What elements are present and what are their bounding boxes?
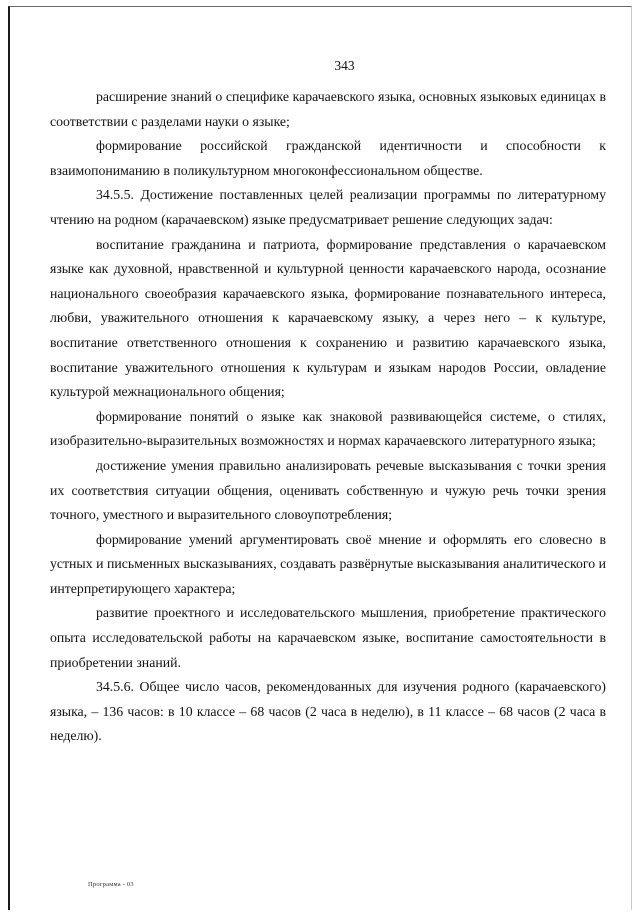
document-body — [50, 85, 606, 749]
paragraph-4: воспитание гражданина и патриота, формирование представления о карачаевском языке как духовной, нравственной и культурной ценности карачаевского народа, осознание национального своеобразия карачаевского языка, формирование познавательного интереса, любви, уважительного отношения к карачаевскому языку, а через него – к культуре, воспитание ответственного отношения к сохранению и развитию карачаевского языка, воспитание уважительного отношения к культурам и языкам народов России, овладение культурой межнационального общения; — [50, 236, 606, 400]
paragraph-9: 34.5.6. Общее число часов, рекомендованных для изучения родного (карачаевского) языка, – 136 часов: в 10 классе – 68 часов (2 часа в неделю), в 11 классе – 68 часов (2 часа в неделю). — [50, 679, 606, 744]
page-number: 343 — [334, 58, 355, 73]
paragraph-6: достижение умения правильно анализировать речевые высказывания с точки зрения их соответствия ситуации общения, оценивать собственную и чужую речь точки зрения точного, уместного и выразительного словоупотребления; — [50, 457, 606, 523]
paragraph-1: расширение знаний о специфике карачаевского языка, основных языковых единицах в соответствии с разделами науки о языке; — [50, 89, 606, 129]
footer-label: Программа - 03 — [88, 881, 134, 888]
paragraph-8: развитие проектного и исследовательского мышления, приобретение практического опыта исследовательской работы на карачаевском языке, воспитание самостоятельности в приобретении знаний. — [50, 605, 606, 670]
document-page — [8, 6, 632, 910]
paragraph-5: формирование понятий о языке как знаковой развивающейся системе, о стилях, изобразительно-выразительных возможностях и нормах карачаевского литературного языка; — [50, 408, 606, 449]
paragraph-3: 34.5.5. Достижение поставленных целей реализации программы по литературному чтению на родном (карачаевском) языке предусматривает решение следующих задач: — [50, 187, 606, 227]
paragraph-7: формирование умений аргументировать своё мнение и оформлять его словесно в устных и письменных высказываниях, создавать развёрнутые высказывания аналитического и интерпретирующего характера; — [50, 531, 606, 596]
paragraph-2: формирование российской гражданской идентичности и способности к взаимопониманию в поликультурном многоконфессиональном обществе. — [50, 138, 606, 178]
